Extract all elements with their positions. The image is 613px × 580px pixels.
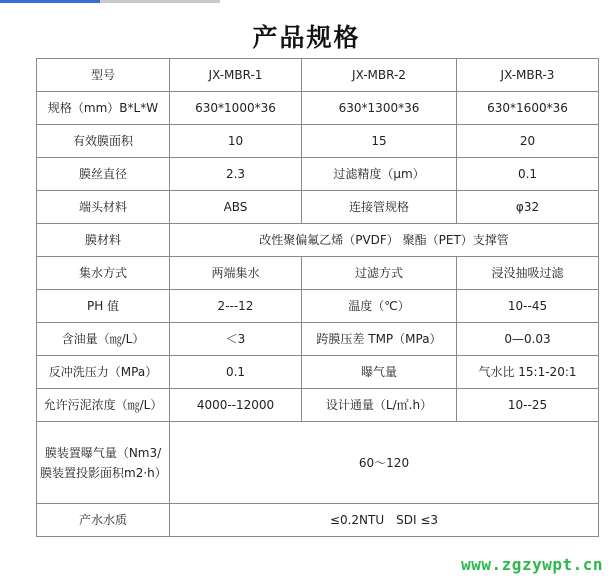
cell-collection-label: 集水方式 (37, 257, 170, 290)
cell-area-label: 有效膜面积 (37, 125, 170, 158)
header-accent-bar-tail (100, 0, 220, 3)
cell-device-aeration-label: 膜装置曝气量（Nm3/膜装置投影面积m2·h） (37, 422, 170, 504)
table-row-model (37, 59, 599, 92)
cell-ph-value: 2---12 (170, 290, 302, 323)
cell-backwash-label: 反冲洗压力（MPa） (37, 356, 170, 389)
cell-filtration-label: 过滤方式 (302, 257, 457, 290)
cell-effluent-label: 产水水质 (37, 504, 170, 537)
cell-model-label: 型号 (37, 59, 170, 92)
table-row-effluent (37, 504, 599, 537)
spec-table (36, 58, 599, 537)
cell-filtration-value: 浸没抽吸过滤 (457, 257, 599, 290)
cell-model-3: JX-MBR-3 (457, 59, 599, 92)
table-row-fiber (37, 158, 599, 191)
cell-backwash-value: 0.1 (170, 356, 302, 389)
cell-effluent-value: ≤0.2NTU SDI ≤3 (170, 504, 599, 537)
cell-sludge-label: 允许污泥浓度（㎎/L） (37, 389, 170, 422)
cell-aeration-value: 气水比 15:1-20:1 (457, 356, 599, 389)
table-row-membrane-material (37, 224, 599, 257)
cell-area-1: 10 (170, 125, 302, 158)
cell-flux-value: 10--25 (457, 389, 599, 422)
table-row-device-aeration (37, 422, 599, 504)
cell-pipe-spec-label: 连接管规格 (302, 191, 457, 224)
table-row-area (37, 125, 599, 158)
cell-aeration-label: 曝气量 (302, 356, 457, 389)
cell-area-3: 20 (457, 125, 599, 158)
cell-spec-3: 630*1600*36 (457, 92, 599, 125)
cell-precision-label: 过滤精度（μm） (302, 158, 457, 191)
cell-end-material-label: 端头材料 (37, 191, 170, 224)
table-row-ph (37, 290, 599, 323)
table-row-end-material (37, 191, 599, 224)
table-row-spec (37, 92, 599, 125)
page-title: 产品规格 (252, 23, 361, 52)
cell-spec-2: 630*1300*36 (302, 92, 457, 125)
cell-model-1: JX-MBR-1 (170, 59, 302, 92)
cell-temperature-value: 10--45 (457, 290, 599, 323)
table-row-oil (37, 323, 599, 356)
cell-precision-value: 0.1 (457, 158, 599, 191)
table-row-sludge (37, 389, 599, 422)
cell-temperature-label: 温度（℃） (302, 290, 457, 323)
cell-model-2: JX-MBR-2 (302, 59, 457, 92)
table-row-backwash (37, 356, 599, 389)
cell-spec-label: 规格（mm）B*L*W (37, 92, 170, 125)
cell-flux-label: 设计通量（L/㎡.h） (302, 389, 457, 422)
cell-pipe-spec-value: φ32 (457, 191, 599, 224)
cell-collection-value: 两端集水 (170, 257, 302, 290)
cell-membrane-material-label: 膜材料 (37, 224, 170, 257)
cell-area-2: 15 (302, 125, 457, 158)
cell-fiber-diameter-value: 2.3 (170, 158, 302, 191)
cell-sludge-value: 4000--12000 (170, 389, 302, 422)
header-accent-bar (0, 0, 100, 3)
cell-fiber-diameter-label: 膜丝直径 (37, 158, 170, 191)
cell-device-aeration-value: 60～120 (170, 422, 599, 504)
site-watermark: www.zgzywpt.cn (461, 555, 603, 574)
cell-tmp-label: 跨膜压差 TMP（MPa） (302, 323, 457, 356)
cell-tmp-value: 0—0.03 (457, 323, 599, 356)
cell-ph-label: PH 值 (37, 290, 170, 323)
cell-oil-label: 含油量（㎎/L） (37, 323, 170, 356)
table-row-collection (37, 257, 599, 290)
cell-end-material-value: ABS (170, 191, 302, 224)
cell-oil-value: ＜3 (170, 323, 302, 356)
cell-spec-1: 630*1000*36 (170, 92, 302, 125)
cell-membrane-material-value: 改性聚偏氟乙烯（PVDF） 聚酯（PET）支撑管 (170, 224, 599, 257)
